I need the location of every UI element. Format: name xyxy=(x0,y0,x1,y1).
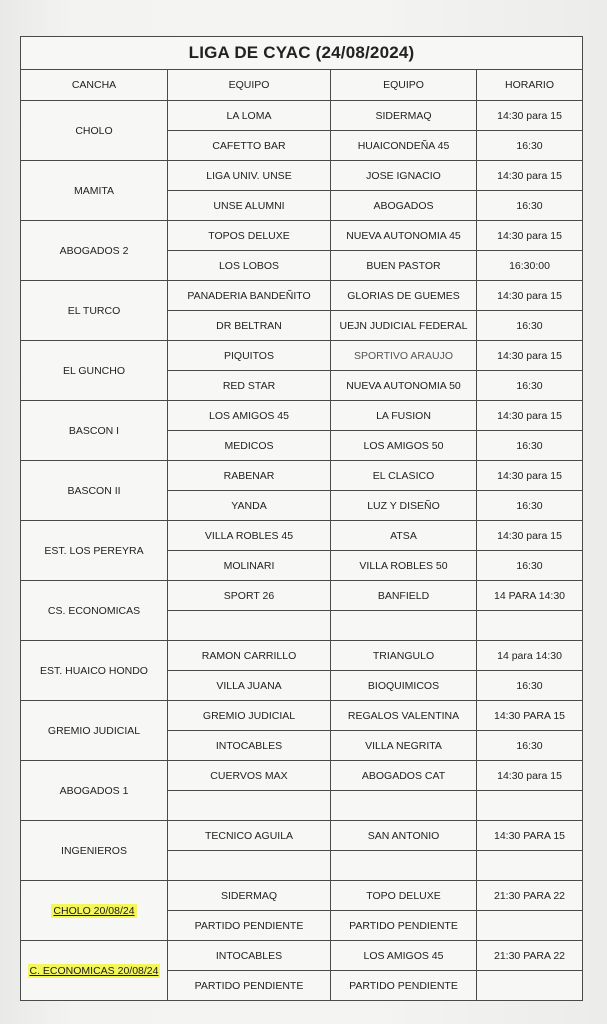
equipo-2-cell xyxy=(331,851,477,881)
equipo-2-cell: UEJN JUDICIAL FEDERAL xyxy=(331,311,477,341)
table-row xyxy=(21,581,583,611)
schedule-table-wrapper xyxy=(20,36,582,1001)
cancha-cell xyxy=(21,761,168,821)
header-equipo-1: EQUIPO xyxy=(168,70,331,101)
table-row xyxy=(21,161,583,191)
cancha-label: BASCON I xyxy=(68,424,120,437)
equipo-2-cell: GLORIAS DE GUEMES xyxy=(331,281,477,311)
horario-cell: 16:30 xyxy=(477,671,583,701)
equipo-2-cell xyxy=(331,611,477,641)
cancha-cell xyxy=(21,101,168,161)
equipo-2-cell: LA FUSION xyxy=(331,401,477,431)
cancha-label-highlighted: C. ECONOMICAS 20/08/24 xyxy=(29,964,159,977)
cancha-cell xyxy=(21,701,168,761)
cancha-label: EL TURCO xyxy=(67,304,121,317)
equipo-2-cell: TOPO DELUXE xyxy=(331,881,477,911)
horario-cell: 14:30 para 15 xyxy=(477,281,583,311)
table-row xyxy=(21,701,583,731)
equipo-1-cell: PARTIDO PENDIENTE xyxy=(168,911,331,941)
equipo-1-cell: INTOCABLES xyxy=(168,941,331,971)
horario-cell xyxy=(477,851,583,881)
equipo-1-cell: TOPOS DELUXE xyxy=(168,221,331,251)
table-row xyxy=(21,461,583,491)
table-row xyxy=(21,641,583,671)
cancha-label: EST. HUAICO HONDO xyxy=(40,664,148,677)
table-title: LIGA DE CYAC (24/08/2024) xyxy=(21,37,583,70)
table-row xyxy=(21,881,583,911)
equipo-2-cell: LUZ Y DISEÑO xyxy=(331,491,477,521)
horario-cell: 14:30 para 15 xyxy=(477,341,583,371)
equipo-1-cell: PIQUITOS xyxy=(168,341,331,371)
cancha-label: ABOGADOS 2 xyxy=(59,244,129,257)
equipo-2-cell: HUAICONDEÑA 45 xyxy=(331,131,477,161)
cancha-cell xyxy=(21,821,168,881)
table-row xyxy=(21,281,583,311)
equipo-1-cell: SIDERMAQ xyxy=(168,881,331,911)
equipo-1-cell: RED STAR xyxy=(168,371,331,401)
equipo-1-cell: PANADERIA BANDEÑITO xyxy=(168,281,331,311)
cancha-cell xyxy=(21,161,168,221)
horario-cell: 14:30 para 15 xyxy=(477,401,583,431)
cancha-cell xyxy=(21,881,168,941)
equipo-1-cell xyxy=(168,851,331,881)
equipo-1-cell: UNSE ALUMNI xyxy=(168,191,331,221)
horario-cell xyxy=(477,911,583,941)
equipo-1-cell: GREMIO JUDICIAL xyxy=(168,701,331,731)
cancha-cell xyxy=(21,221,168,281)
equipo-2-cell: SAN ANTONIO xyxy=(331,821,477,851)
equipo-2-cell: BIOQUIMICOS xyxy=(331,671,477,701)
equipo-1-cell xyxy=(168,791,331,821)
horario-cell xyxy=(477,971,583,1001)
cancha-cell xyxy=(21,941,168,1001)
cancha-label: CS. ECONOMICAS xyxy=(47,604,141,617)
table-row xyxy=(21,941,583,971)
equipo-2-cell: NUEVA AUTONOMIA 45 xyxy=(331,221,477,251)
horario-cell: 16:30 xyxy=(477,371,583,401)
horario-cell: 16:30:00 xyxy=(477,251,583,281)
horario-cell: 14:30 PARA 15 xyxy=(477,821,583,851)
table-row xyxy=(21,401,583,431)
table-row xyxy=(21,341,583,371)
cancha-cell xyxy=(21,581,168,641)
horario-cell: 16:30 xyxy=(477,731,583,761)
equipo-2-cell: EL CLASICO xyxy=(331,461,477,491)
cancha-cell xyxy=(21,341,168,401)
horario-cell: 21:30 PARA 22 xyxy=(477,941,583,971)
table-row xyxy=(21,521,583,551)
cancha-label: BASCON II xyxy=(67,484,121,497)
cancha-cell xyxy=(21,281,168,341)
equipo-1-cell: SPORT 26 xyxy=(168,581,331,611)
equipo-1-cell: CUERVOS MAX xyxy=(168,761,331,791)
cancha-cell xyxy=(21,401,168,461)
equipo-2-cell: VILLA ROBLES 50 xyxy=(331,551,477,581)
equipo-2-cell: ABOGADOS xyxy=(331,191,477,221)
equipo-2-cell: PARTIDO PENDIENTE xyxy=(331,911,477,941)
equipo-1-cell: TECNICO AGUILA xyxy=(168,821,331,851)
schedule-body xyxy=(21,101,583,1001)
equipo-1-cell: LA LOMA xyxy=(168,101,331,131)
cancha-label: EL GUNCHO xyxy=(62,364,126,377)
cancha-label: ABOGADOS 1 xyxy=(59,784,129,797)
table-row xyxy=(21,221,583,251)
cancha-label: EST. LOS PEREYRA xyxy=(44,544,144,557)
equipo-1-cell xyxy=(168,611,331,641)
equipo-1-cell: YANDA xyxy=(168,491,331,521)
horario-cell xyxy=(477,791,583,821)
cancha-label: INGENIEROS xyxy=(61,844,127,857)
cancha-label-highlighted: CHOLO 20/08/24 xyxy=(53,904,135,917)
horario-cell: 14 PARA 14:30 xyxy=(477,581,583,611)
header-equipo-2: EQUIPO xyxy=(331,70,477,101)
equipo-1-cell: LOS AMIGOS 45 xyxy=(168,401,331,431)
equipo-1-cell: RABENAR xyxy=(168,461,331,491)
cancha-cell xyxy=(21,521,168,581)
cancha-cell xyxy=(21,461,168,521)
horario-cell: 16:30 xyxy=(477,431,583,461)
horario-cell: 14 para 14:30 xyxy=(477,641,583,671)
equipo-1-cell: LOS LOBOS xyxy=(168,251,331,281)
horario-cell xyxy=(477,611,583,641)
horario-cell: 16:30 xyxy=(477,191,583,221)
horario-cell: 14:30 para 15 xyxy=(477,521,583,551)
table-row xyxy=(21,761,583,791)
horario-cell: 14:30 para 15 xyxy=(477,101,583,131)
cancha-label: GREMIO JUDICIAL xyxy=(47,724,141,737)
equipo-2-cell: REGALOS VALENTINA xyxy=(331,701,477,731)
equipo-1-cell: VILLA JUANA xyxy=(168,671,331,701)
horario-cell: 14:30 para 15 xyxy=(477,761,583,791)
horario-cell: 16:30 xyxy=(477,491,583,521)
equipo-1-cell: PARTIDO PENDIENTE xyxy=(168,971,331,1001)
horario-cell: 16:30 xyxy=(477,551,583,581)
horario-cell: 14:30 PARA 15 xyxy=(477,701,583,731)
cancha-label: MAMITA xyxy=(73,184,115,197)
table-row xyxy=(21,821,583,851)
horario-cell: 14:30 para 15 xyxy=(477,221,583,251)
equipo-2-cell: SPORTIVO ARAUJO xyxy=(331,341,477,371)
horario-cell: 16:30 xyxy=(477,311,583,341)
equipo-2-cell: NUEVA AUTONOMIA 50 xyxy=(331,371,477,401)
equipo-1-cell: LIGA UNIV. UNSE xyxy=(168,161,331,191)
horario-cell: 14:30 para 15 xyxy=(477,461,583,491)
equipo-2-cell: BANFIELD xyxy=(331,581,477,611)
equipo-2-cell: PARTIDO PENDIENTE xyxy=(331,971,477,1001)
equipo-2-cell: ATSA xyxy=(331,521,477,551)
equipo-1-cell: CAFETTO BAR xyxy=(168,131,331,161)
equipo-2-cell: JOSE IGNACIO xyxy=(331,161,477,191)
equipo-2-cell xyxy=(331,791,477,821)
table-row xyxy=(21,101,583,131)
equipo-2-cell: LOS AMIGOS 45 xyxy=(331,941,477,971)
equipo-2-cell: VILLA NEGRITA xyxy=(331,731,477,761)
equipo-1-cell: VILLA ROBLES 45 xyxy=(168,521,331,551)
horario-cell: 14:30 para 15 xyxy=(477,161,583,191)
equipo-1-cell: MOLINARI xyxy=(168,551,331,581)
header-horario: HORARIO xyxy=(477,70,583,101)
cancha-label: CHOLO xyxy=(75,124,113,137)
horario-cell: 21:30 PARA 22 xyxy=(477,881,583,911)
cancha-cell xyxy=(21,641,168,701)
equipo-1-cell: INTOCABLES xyxy=(168,731,331,761)
header-cancha: CANCHA xyxy=(21,70,168,101)
schedule-table xyxy=(20,36,583,1001)
equipo-2-cell: BUEN PASTOR xyxy=(331,251,477,281)
equipo-1-cell: MEDICOS xyxy=(168,431,331,461)
equipo-2-cell: SIDERMAQ xyxy=(331,101,477,131)
equipo-2-cell: ABOGADOS CAT xyxy=(331,761,477,791)
horario-cell: 16:30 xyxy=(477,131,583,161)
equipo-1-cell: DR BELTRAN xyxy=(168,311,331,341)
equipo-1-cell: RAMON CARRILLO xyxy=(168,641,331,671)
equipo-2-cell: TRIANGULO xyxy=(331,641,477,671)
equipo-2-cell: LOS AMIGOS 50 xyxy=(331,431,477,461)
